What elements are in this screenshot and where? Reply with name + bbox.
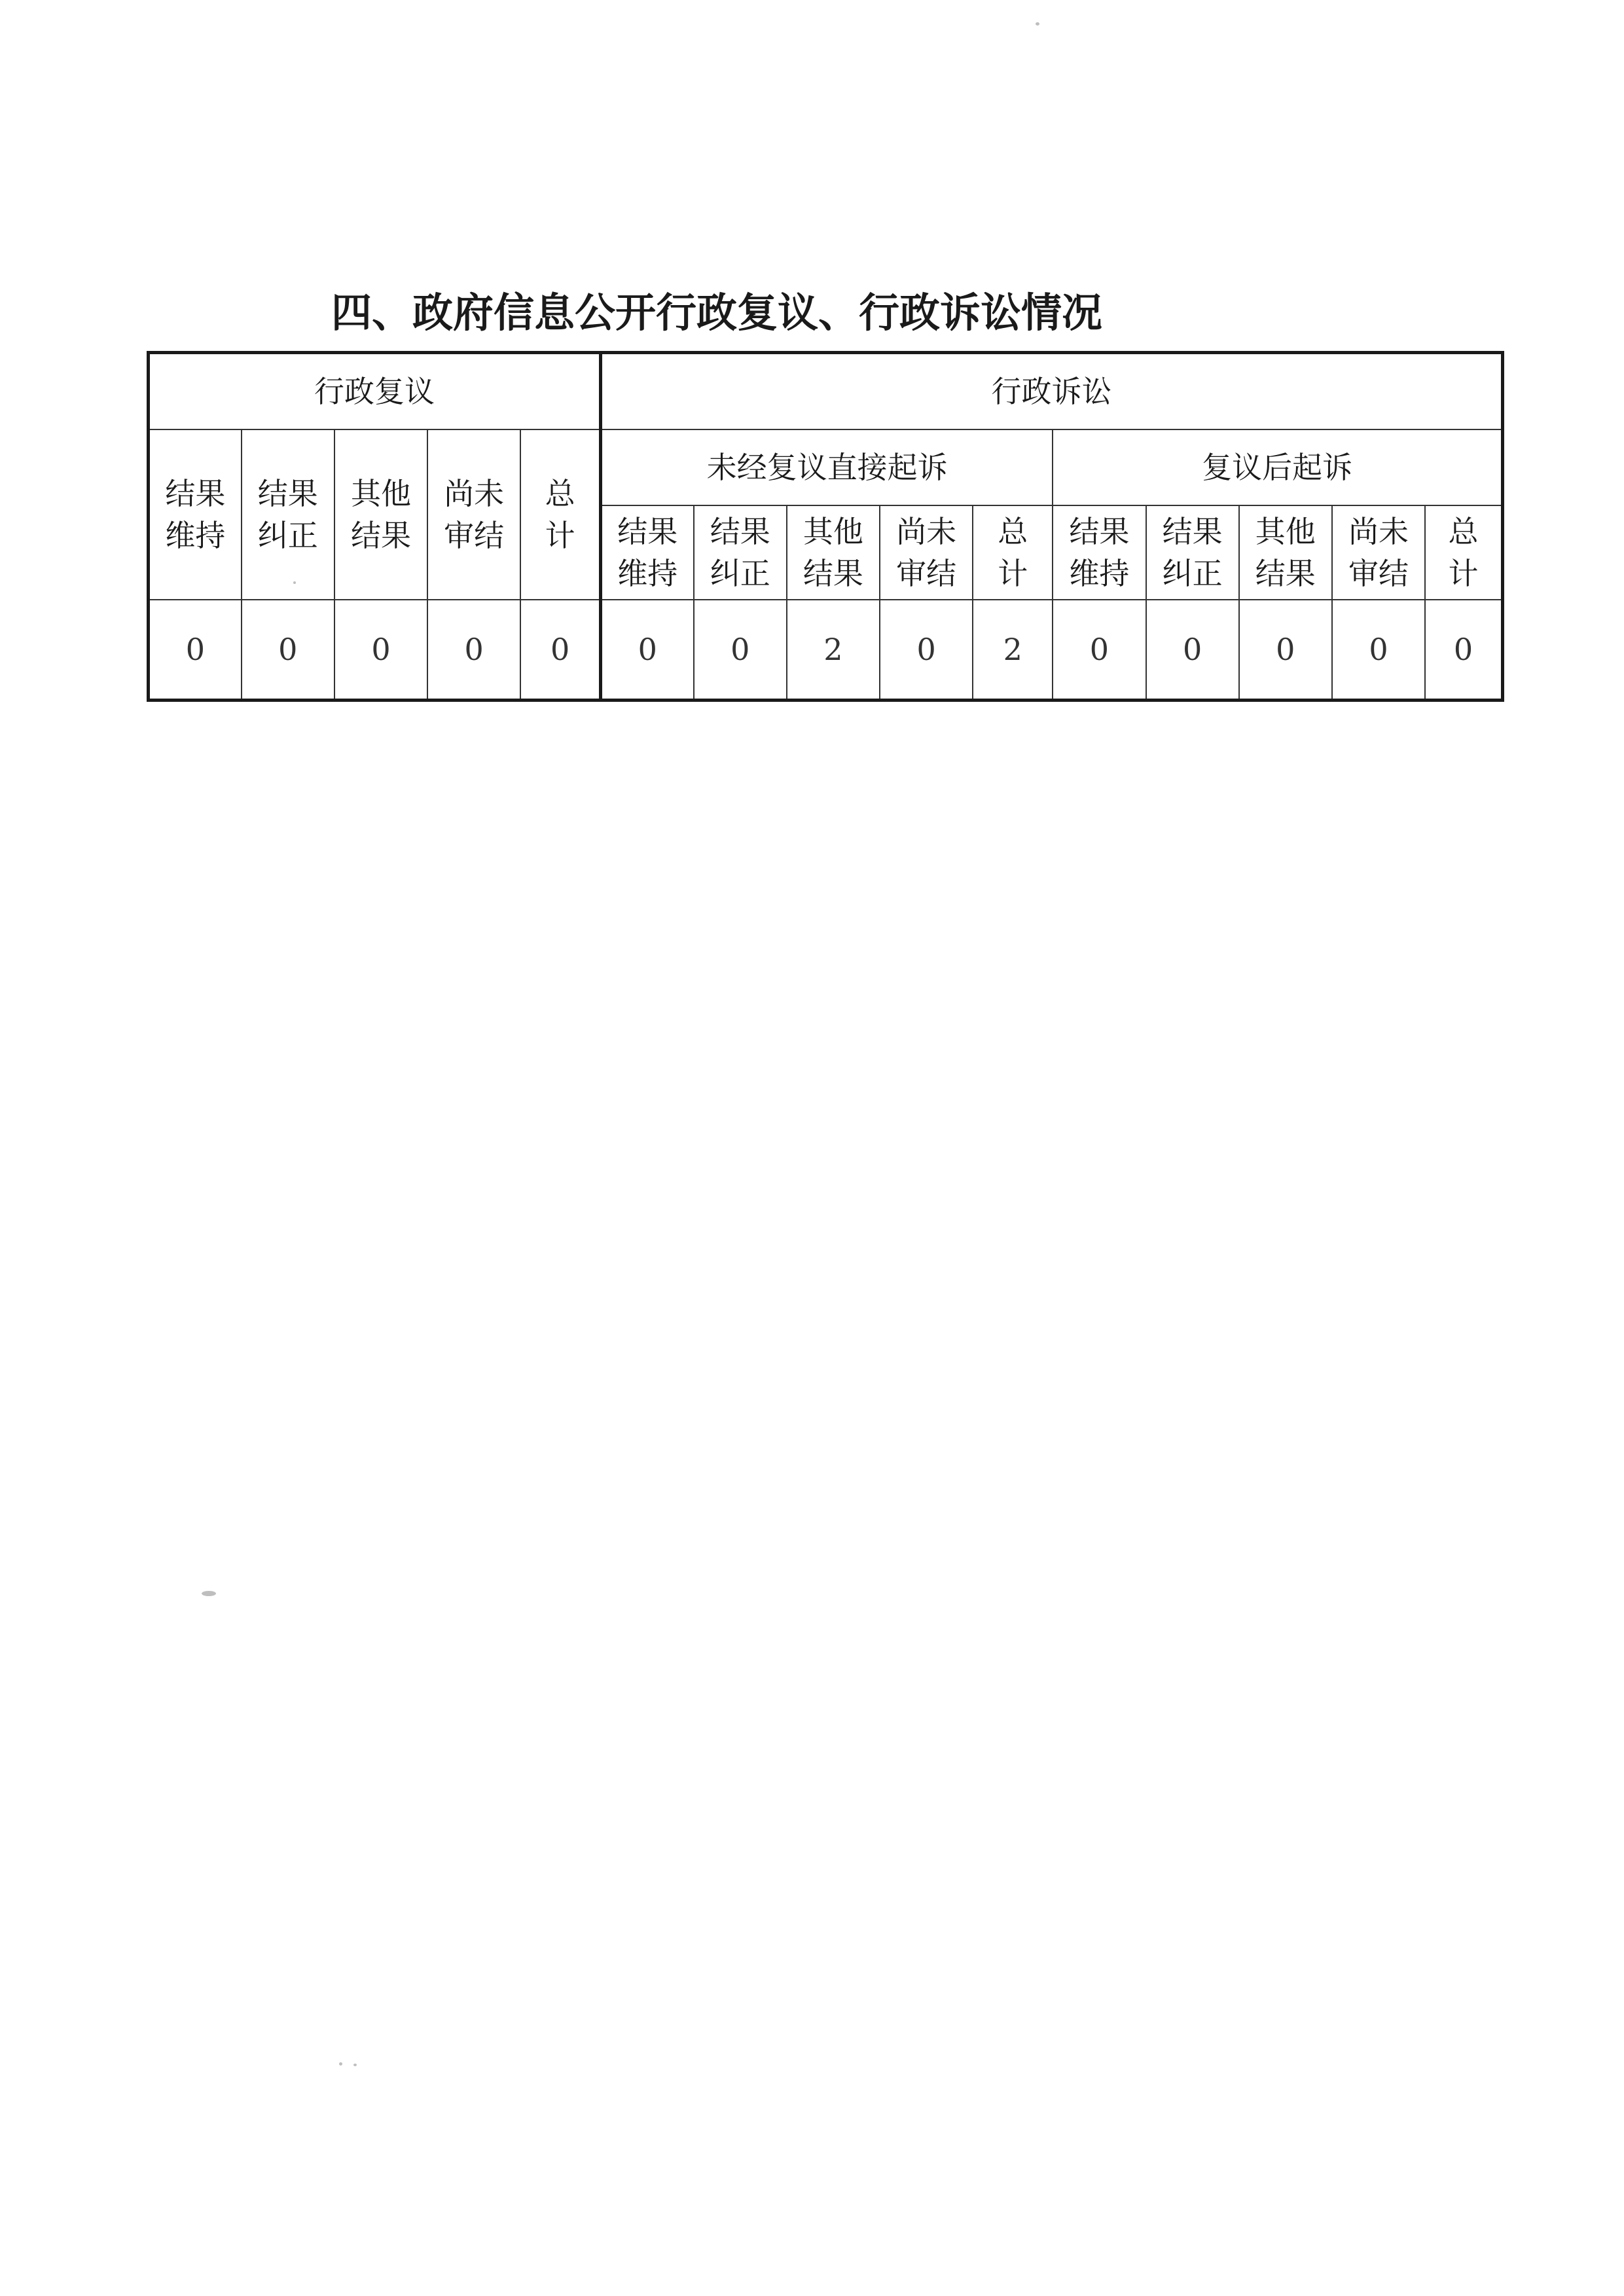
scan-speck: [202, 1591, 216, 1596]
review-value-cell: 0: [334, 600, 427, 701]
review-col-header: 总 计: [520, 429, 600, 600]
review-value-cell: 0: [242, 600, 334, 701]
scan-speck: [339, 2062, 342, 2066]
after-review-value-cell: 0: [1146, 600, 1239, 701]
direct-value-cell: 0: [694, 600, 787, 701]
after-review-col-header: 其他 结果: [1239, 505, 1332, 600]
review-group-header: 行政复议: [149, 353, 601, 430]
direct-col-header: 结果 维持: [600, 505, 693, 600]
direct-value-cell: 2: [787, 600, 880, 701]
scan-speck: [293, 581, 296, 584]
after-review-col-header: 结果 维持: [1053, 505, 1146, 600]
review-litigation-table: [147, 351, 1504, 702]
direct-col-header: 结果 纠正: [694, 505, 787, 600]
litigation-group-header: 行政诉讼: [600, 353, 1502, 430]
scan-speck: [1036, 22, 1039, 26]
review-value-cell: 0: [427, 600, 520, 701]
review-col-header: 尚未 审结: [427, 429, 520, 600]
after-review-value-cell: 0: [1425, 600, 1502, 701]
review-value-cell: 0: [149, 600, 242, 701]
direct-value-cell: 0: [880, 600, 973, 701]
after-review-suit-subheader: 复议后起诉: [1053, 429, 1502, 505]
after-review-value-cell: 0: [1332, 600, 1425, 701]
direct-value-cell: 0: [600, 600, 693, 701]
direct-value-cell: 2: [973, 600, 1053, 701]
review-col-header: 结果 纠正: [242, 429, 334, 600]
after-review-value-cell: 0: [1239, 600, 1332, 701]
page-title: 四、政府信息公开行政复议、行政诉讼情况: [331, 289, 1103, 337]
after-review-value-cell: 0: [1053, 600, 1146, 701]
scan-speck: [353, 2064, 357, 2066]
after-review-col-header: 结果 纠正: [1146, 505, 1239, 600]
review-col-header: 结果 维持: [149, 429, 242, 600]
review-col-header: 其他 结果: [334, 429, 427, 600]
review-value-cell: 0: [520, 600, 600, 701]
direct-col-header: 其他 结果: [787, 505, 880, 600]
direct-col-header: 尚未 审结: [880, 505, 973, 600]
after-review-col-header: 总 计: [1425, 505, 1502, 600]
direct-suit-subheader: 未经复议直接起诉: [600, 429, 1053, 505]
direct-col-header: 总 计: [973, 505, 1053, 600]
after-review-col-header: 尚未 审结: [1332, 505, 1425, 600]
